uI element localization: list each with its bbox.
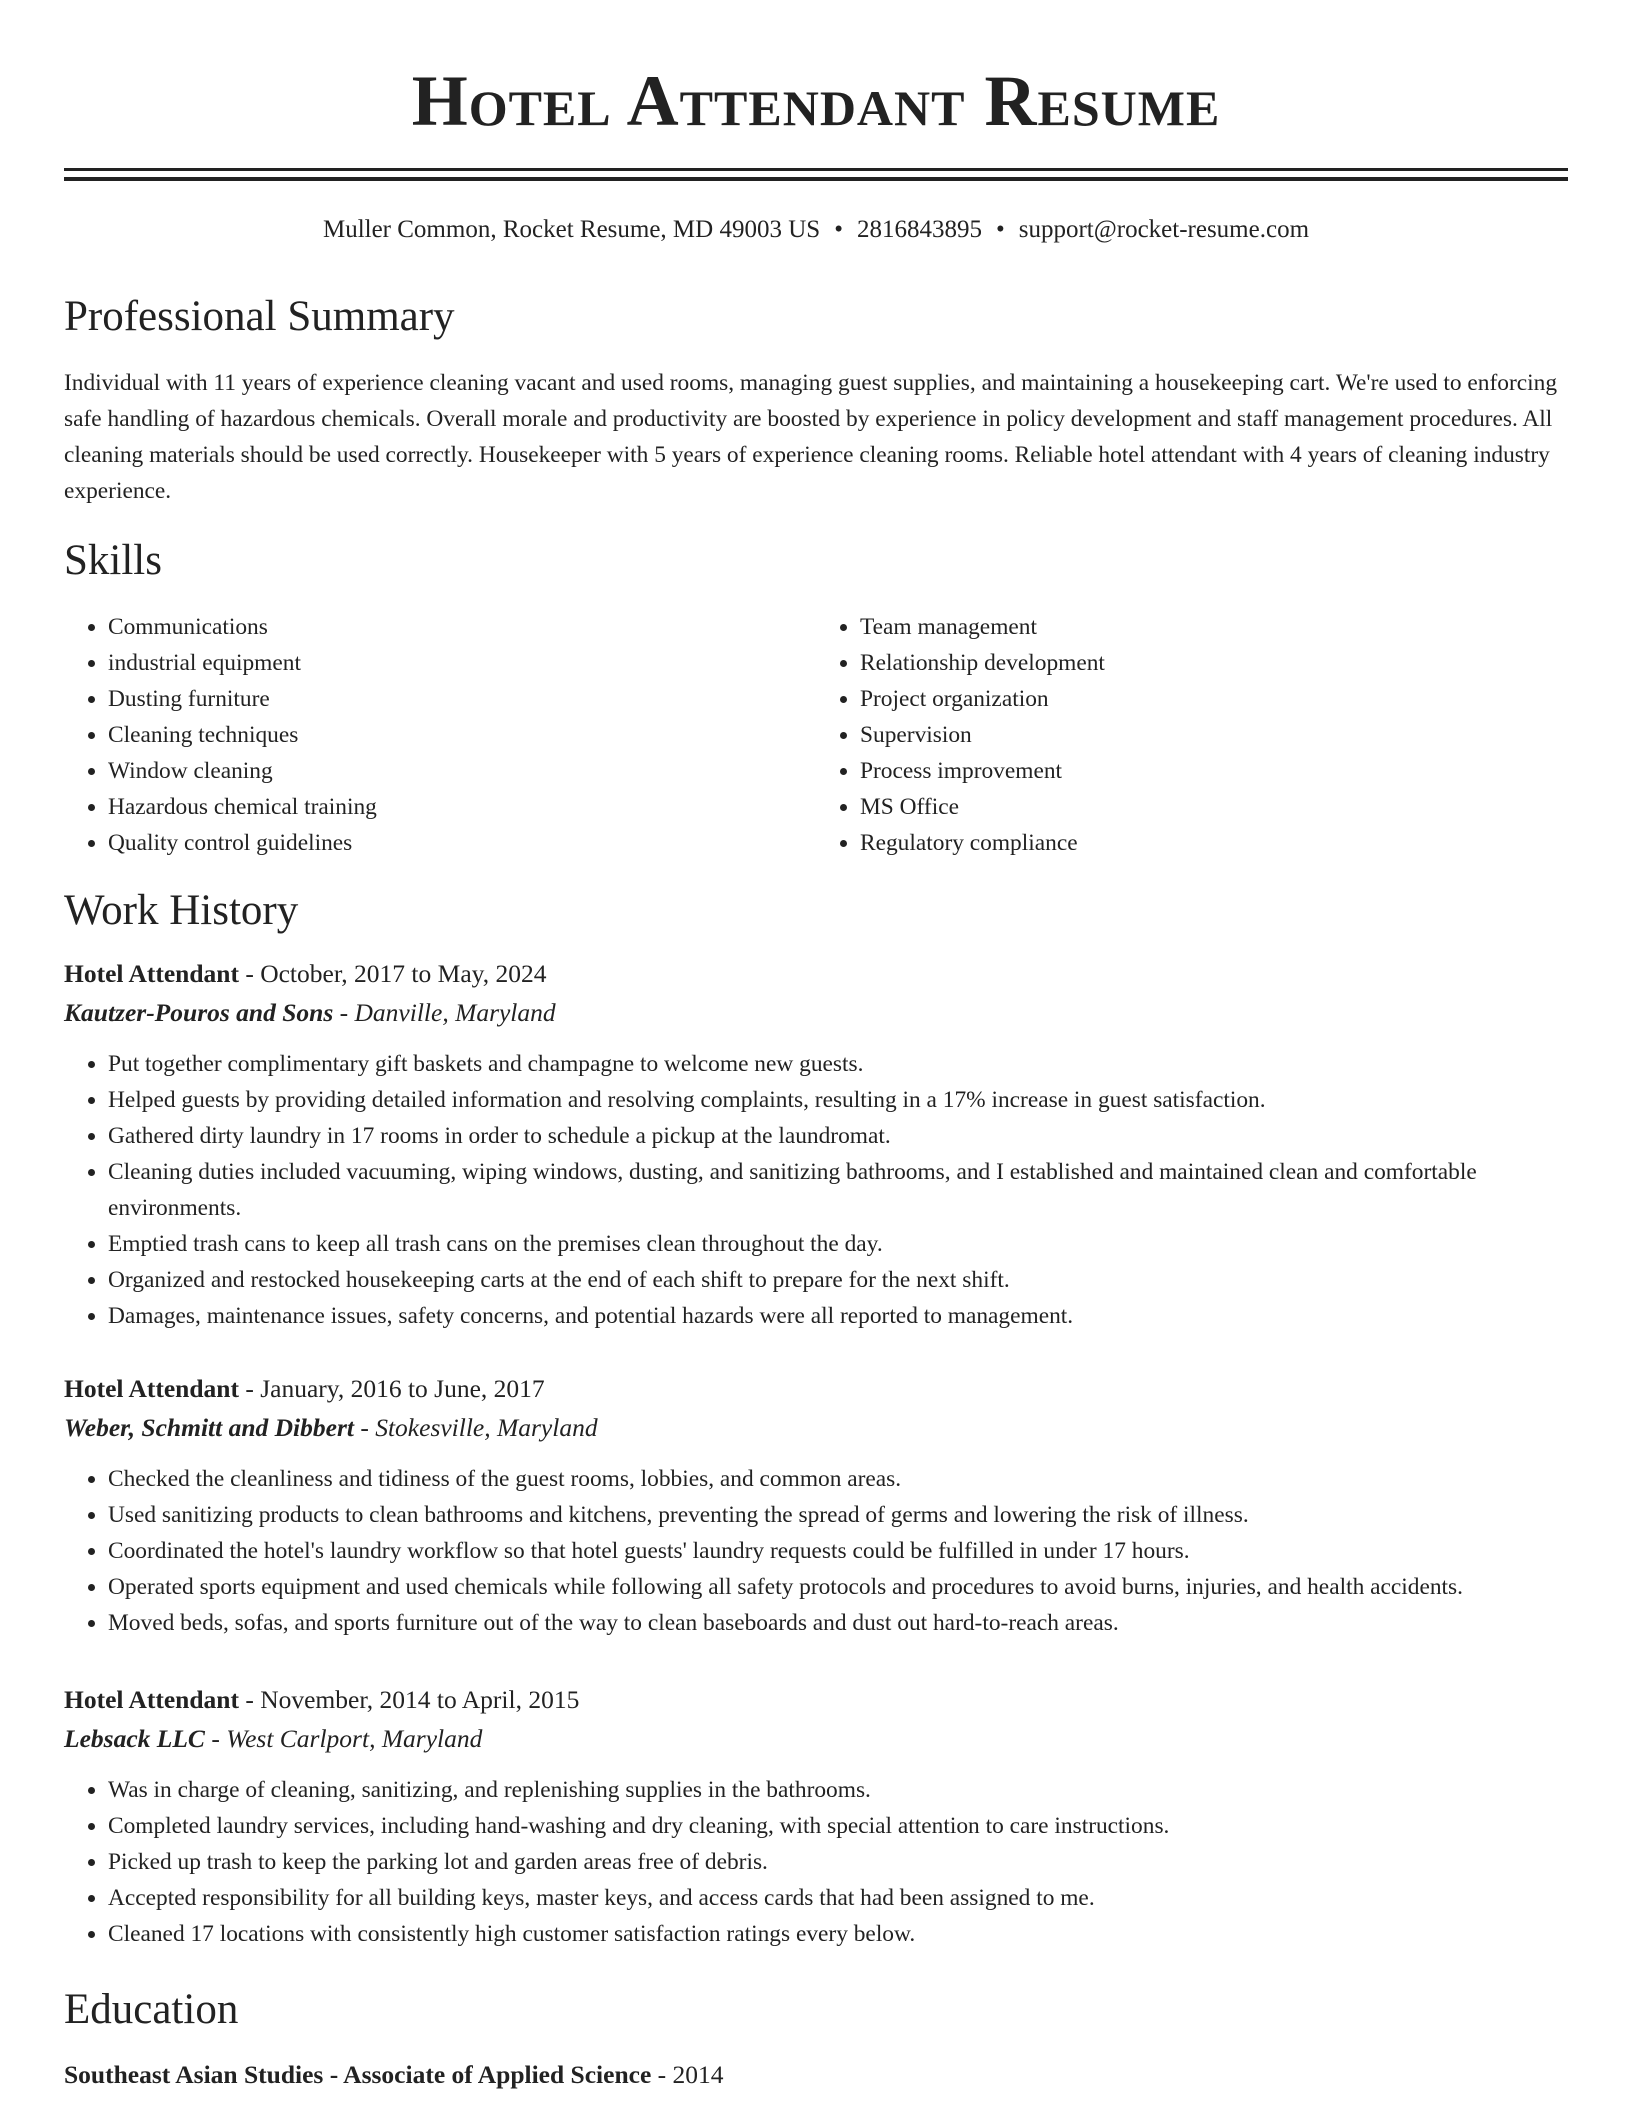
skill-item: • industrial equipment — [108, 645, 816, 681]
skills-heading: Skills — [64, 537, 162, 584]
job-position: Hotel Attendant — [64, 959, 239, 988]
duty-item: • Helped guests by providing detailed information and resolving complaints, resulting in a 17% increase in guest satisfaction. — [108, 1082, 1568, 1118]
job-position: Hotel Attendant — [64, 1374, 239, 1403]
education-degree: Southeast Asian Studies - Associate of Applied Science — [64, 2060, 652, 2089]
education-entry — [64, 2058, 1568, 2092]
job-company-line — [64, 1411, 1568, 1445]
duty-item: • Damages, maintenance issues, safety concerns, and potential hazards were all reported to management. — [108, 1298, 1568, 1334]
duty-item: • Completed laundry services, including hand-washing and dry cleaning, with special attention to care instructions. — [108, 1808, 1568, 1844]
job-separator: - — [238, 959, 261, 988]
education-heading: Education — [64, 1986, 239, 2033]
job-separator: - — [353, 1413, 376, 1442]
summary-text: Individual with 11 years of experience cleaning vacant and used rooms, managing guest supplies, and maintaining a housekeeping cart. We're used to enforcing safe handling of hazardous chemicals. Overall morale and productivity are boosted by experience in policy development and staff management procedures. All cleaning materials should be used correctly. Housekeeper with 5 years of experience cleaning rooms. Reliable hotel attendant with 4 years of cleaning industry experience. — [64, 370, 1558, 504]
duty-item: • Checked the cleanliness and tidiness of the guest rooms, lobbies, and common areas. — [108, 1461, 1568, 1497]
job-location: West Carlport, Maryland — [226, 1724, 483, 1753]
contact-separator: • — [834, 216, 843, 243]
skill-item: • Communications — [108, 609, 816, 645]
skill-item: • Relationship development — [860, 645, 1568, 681]
job-company-line — [64, 1722, 1568, 1756]
duty-item: • Cleaning duties included vacuuming, wiping windows, dusting, and sanitizing bathrooms, and I established and maintained clean and comfortable environments. — [108, 1154, 1568, 1226]
contact-email: support@rocket-resume.com — [1018, 216, 1310, 243]
skill-item: • Regulatory compliance — [860, 825, 1568, 861]
skill-item: • Process improvement — [860, 753, 1568, 789]
job-location: Stokesville, Maryland — [375, 1413, 598, 1442]
skills-column-right — [816, 609, 1568, 861]
duty-item: • Coordinated the hotel's laundry workflow so that hotel guests' laundry requests could be fulfilled in under 17 hours. — [108, 1533, 1568, 1569]
job-position: Hotel Attendant — [64, 1685, 239, 1714]
duty-item: • Accepted responsibility for all building keys, master keys, and access cards that had been assigned to me. — [108, 1880, 1568, 1916]
duty-item: • Moved beds, sofas, and sports furniture out of the way to clean baseboards and dust out hard-to-reach areas. — [108, 1605, 1568, 1641]
duty-item: • Cleaned 17 locations with consistently high customer satisfaction ratings every below. — [108, 1916, 1568, 1952]
skill-item: • Team management — [860, 609, 1568, 645]
job-separator: - — [238, 1685, 261, 1714]
summary-heading: Professional Summary — [64, 293, 455, 340]
skill-item: • Supervision — [860, 717, 1568, 753]
job-company: Kautzer-Pouros and Sons — [64, 998, 334, 1027]
contact-separator: • — [995, 216, 1005, 243]
duty-item: • Emptied trash cans to keep all trash cans on the premises clean throughout the day. — [108, 1226, 1568, 1262]
education-year: 2014 — [672, 2060, 724, 2089]
contact-address: Muller Common, Rocket Resume, MD 49003 US — [322, 216, 821, 243]
job-title-line — [64, 1683, 1568, 1717]
job-dates: November, 2014 to April, 2015 — [260, 1685, 580, 1714]
job-company: Weber, Schmitt and Dibbert — [64, 1413, 354, 1442]
contact-info — [64, 215, 1568, 245]
duty-item: • Put together complimentary gift baskets and champagne to welcome new guests. — [108, 1046, 1568, 1082]
duty-item: • Was in charge of cleaning, sanitizing, and replenishing supplies in the bathrooms. — [108, 1772, 1568, 1808]
work-history-heading: Work History — [64, 887, 299, 934]
job-duties — [64, 1046, 1568, 1334]
title-divider-thin — [64, 168, 1568, 171]
skill-item: • MS Office — [860, 789, 1568, 825]
duty-item: • Organized and restocked housekeeping carts at the end of each shift to prepare for the next shift. — [108, 1262, 1568, 1298]
duty-item: • Used sanitizing products to clean bathrooms and kitchens, preventing the spread of germs and lowering the risk of illness. — [108, 1497, 1568, 1533]
education-separator: - — [651, 2060, 673, 2089]
duty-item: • Operated sports equipment and used chemicals while following all safety protocols and procedures to avoid burns, injuries, and health accidents. — [108, 1569, 1568, 1605]
job-duties — [64, 1461, 1568, 1641]
job-title-line — [64, 1372, 1568, 1406]
job-duties — [64, 1772, 1568, 1952]
job-entry — [64, 1683, 1568, 1952]
job-company-line — [64, 996, 1568, 1030]
job-separator: - — [204, 1724, 227, 1753]
title-divider-thick — [64, 177, 1568, 181]
job-separator: - — [238, 1374, 261, 1403]
job-title-line — [64, 957, 1568, 991]
skill-item: • Project organization — [860, 681, 1568, 717]
contact-phone: 2816843895 — [856, 216, 982, 243]
page-title: Hotel Attendant Resume — [411, 61, 1221, 141]
skill-item: • Hazardous chemical training — [108, 789, 816, 825]
job-entry — [64, 957, 1568, 1334]
skill-item: • Cleaning techniques — [108, 717, 816, 753]
job-dates: October, 2017 to May, 2024 — [260, 959, 547, 988]
duty-item: • Gathered dirty laundry in 17 rooms in order to schedule a pickup at the laundromat. — [108, 1118, 1568, 1154]
skill-item: • Dusting furniture — [108, 681, 816, 717]
skills-column-left — [64, 609, 816, 861]
duty-item: • Picked up trash to keep the parking lot and garden areas free of debris. — [108, 1844, 1568, 1880]
job-entry — [64, 1372, 1568, 1641]
job-separator: - — [333, 998, 355, 1027]
job-company: Lebsack LLC — [64, 1724, 205, 1753]
skill-item: • Window cleaning — [108, 753, 816, 789]
job-location: Danville, Maryland — [354, 998, 556, 1027]
skill-item: • Quality control guidelines — [108, 825, 816, 861]
skills-list — [64, 609, 1568, 861]
job-dates: January, 2016 to June, 2017 — [260, 1374, 545, 1403]
